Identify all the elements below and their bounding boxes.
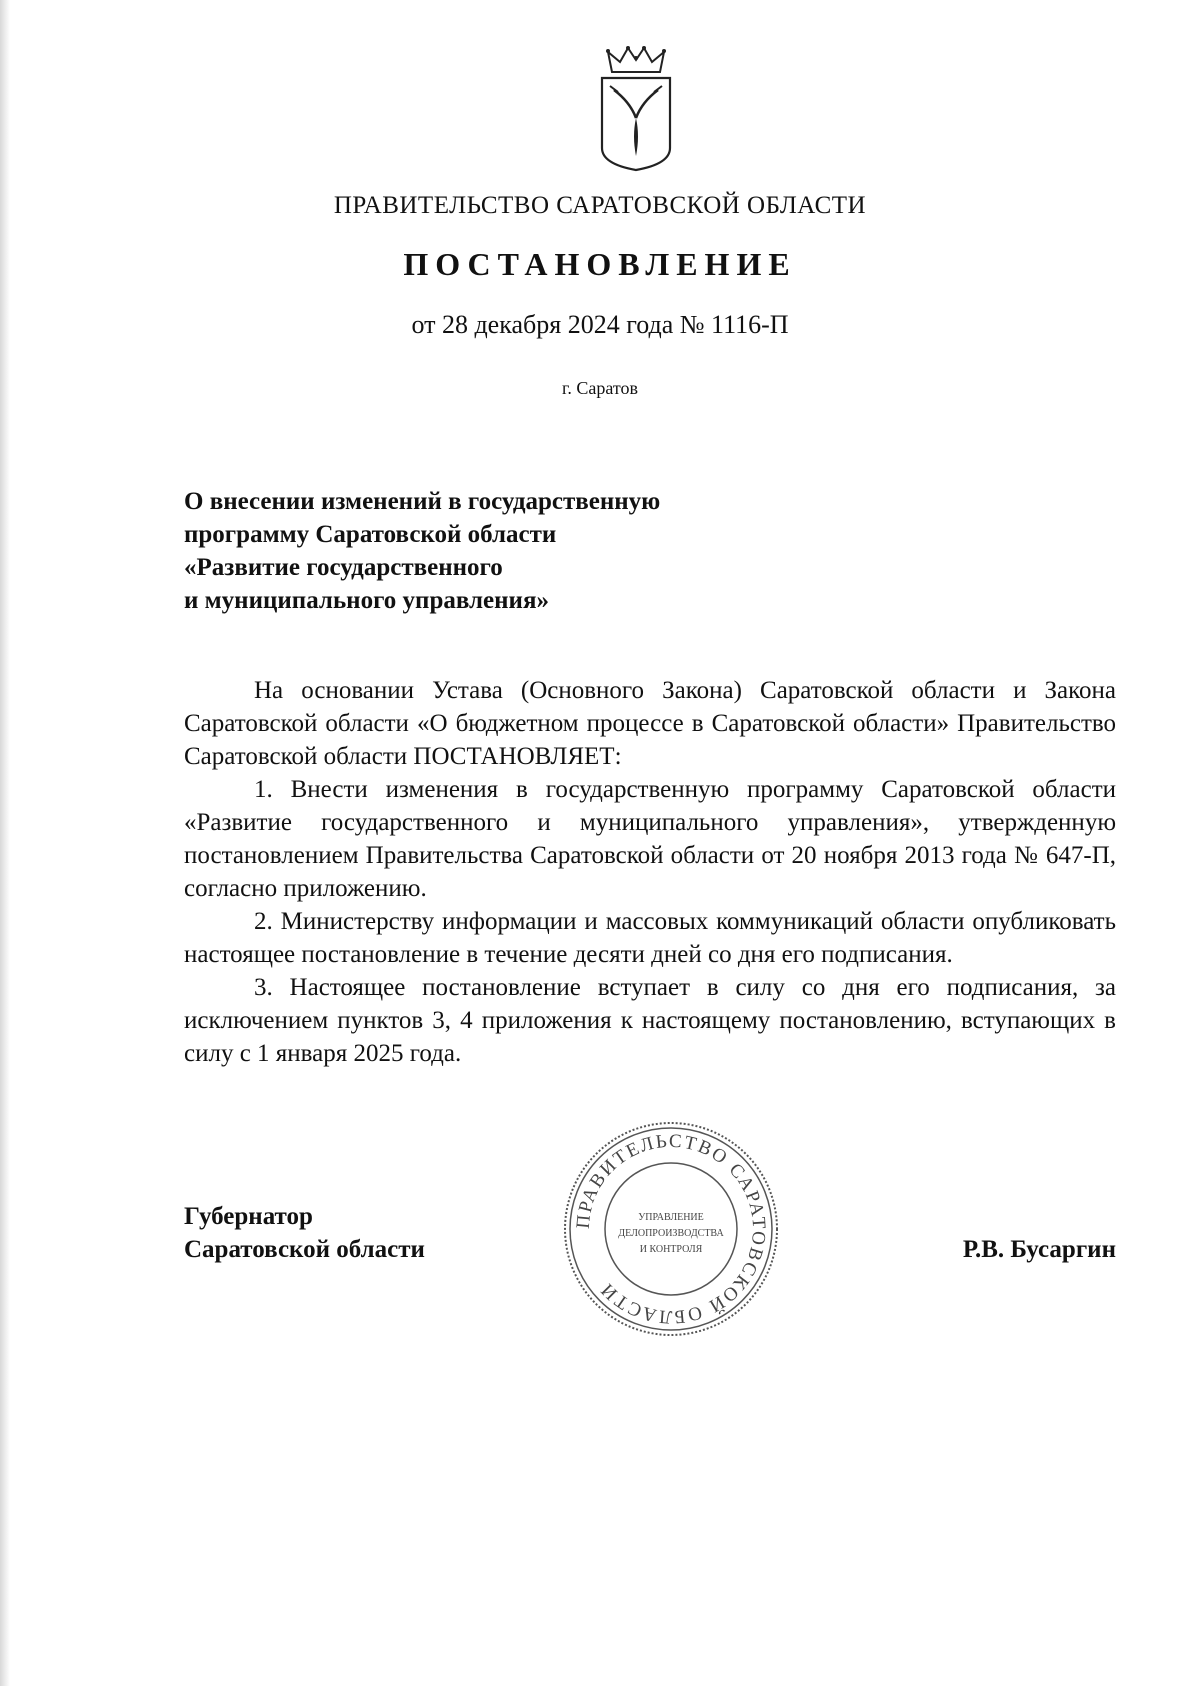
saratov-coat-of-arms-icon	[596, 44, 676, 172]
seal-center-line: ДЕЛОПРОИЗВОДСТВА	[618, 1228, 724, 1239]
official-seal-stamp	[560, 1118, 782, 1340]
paragraph-item-2: 2. Министерству информации и массовых коммуникаций области опубликовать настоящее постановление в течение десяти дней со дня его подписания.	[184, 908, 1116, 968]
seal-center-line: И КОНТРОЛЯ	[639, 1244, 703, 1255]
signatory-title	[184, 1200, 425, 1266]
paragraph-item-1: 1. Внести изменения в государственную программу Саратовской области «Развитие государственного и муниципального управления», утвержденную постановлением Правительства Саратовской области от 20 ноября 2013 года № 647-П, согласно приложению.	[184, 776, 1116, 902]
document-city: г. Саратов	[562, 378, 638, 398]
paragraph-item-3: 3. Настоящее постановление вступает в силу со дня его подписания, за исключением пунктов 3, 4 приложения к настоящему постановлению, вступающих в силу с 1 января 2025 года.	[184, 974, 1116, 1067]
subject-line: и муниципального управления»	[184, 587, 549, 614]
document-body	[184, 674, 1116, 1070]
paragraph-preamble: На основании Устава (Основного Закона) Саратовской области и Закона Саратовской области «О бюджетном процессе в Саратовской области» Правительство Саратовской области ПОСТАНОВЛЯЕТ:	[184, 677, 1116, 770]
document-date-number: от 28 декабря 2024 года № 1116-П	[411, 310, 789, 339]
signatory-title-line: Губернатор	[184, 1203, 313, 1230]
document-subject	[184, 485, 804, 617]
government-name: ПРАВИТЕЛЬСТВО САРАТОВСКОЙ ОБЛАСТИ	[333, 192, 867, 219]
signatory-name: Р.В. Бусаргин	[962, 1236, 1116, 1263]
document-type-title: ПОСТАНОВЛЕНИЕ	[403, 246, 797, 282]
subject-line: «Развитие государственного	[184, 554, 503, 581]
seal-center-line: УПРАВЛЕНИЕ	[638, 1212, 704, 1223]
seal-ring-text: ПРАВИТЕЛЬСТВО САРАТОВСКОЙ ОБЛАСТИ	[572, 1130, 770, 1328]
subject-line: программу Саратовской области	[184, 521, 557, 548]
signatory-title-line: Саратовской области	[184, 1236, 425, 1263]
subject-line: О внесении изменений в государственную	[184, 488, 661, 515]
